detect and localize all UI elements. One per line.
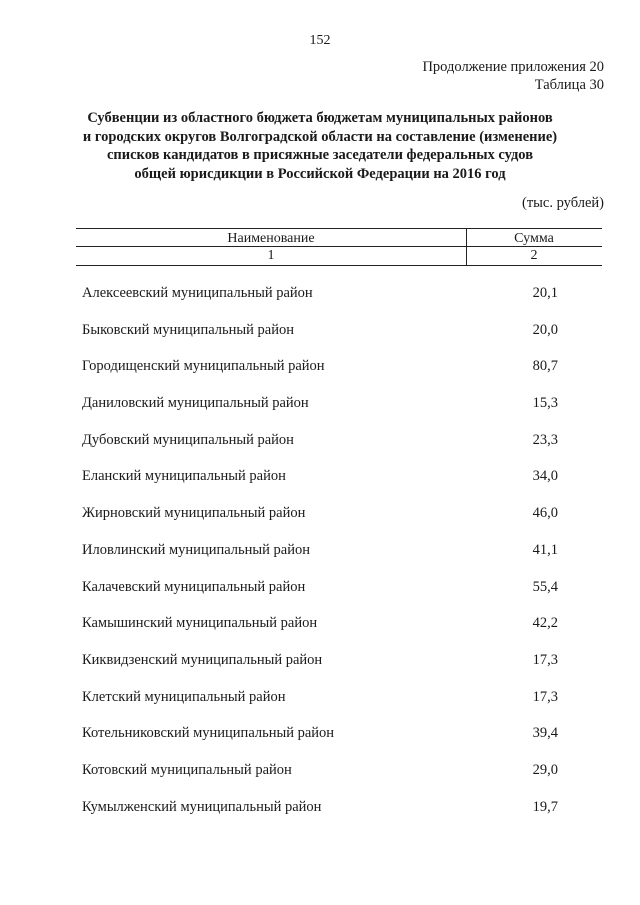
table-row [82,284,602,321]
appendix-note [422,58,604,94]
district-name: Дубовский муниципальный район [82,431,294,448]
header-sum: Сумма [514,231,554,246]
district-name: Кумылженский муниципальный район [82,798,322,815]
district-name: Алексеевский муниципальный район [82,285,313,301]
table-row [82,724,602,761]
district-name: Еланский муниципальный район [82,468,286,485]
district-name: Калачевский муниципальный район [82,578,306,595]
table-header [76,228,602,266]
district-amount: 17,3 [532,651,558,668]
table-row [82,761,602,798]
column-number-2: 2 [530,248,538,263]
table-row [82,541,602,578]
district-amount: 19,7 [532,798,558,815]
district-amount: 17,3 [532,688,558,705]
table-row [82,431,602,468]
district-amount: 80,7 [532,358,558,375]
district-amount: 41,1 [532,541,558,558]
units-note: (тыс. рублей) [522,195,604,211]
district-amount: 55,4 [532,578,558,595]
district-amount: 39,4 [532,725,558,742]
district-name: Котовский муниципальный район [82,761,292,778]
district-name: Камышинский муниципальный район [82,615,318,632]
table-row [82,504,602,541]
district-amount: 42,2 [532,615,558,632]
district-name: Городищенский муниципальный район [82,358,325,375]
title-line: общей юрисдикции в Российской Федерации на 2016 год [134,165,506,182]
table-body [82,284,602,834]
district-name: Киквидзенский муниципальный район [82,651,323,668]
district-name: Жирновский муниципальный район [82,505,306,522]
table-row [82,467,602,504]
district-amount: 15,3 [532,395,558,412]
district-amount: 20,0 [532,321,558,338]
table-row [82,651,602,688]
table-row [82,798,602,835]
table-row [82,688,602,725]
table-row [82,321,602,358]
table-row [82,578,602,615]
page-number: 152 [309,33,331,48]
table-row [82,394,602,431]
district-amount: 34,0 [532,468,558,485]
title-line: Субвенции из областного бюджета бюджетам муниципальных районов [87,110,553,126]
district-amount: 46,0 [532,505,558,522]
district-name: Быковский муниципальный район [82,321,294,338]
district-amount: 20,1 [532,285,558,301]
header-name: Наименование [227,231,315,246]
district-name: Даниловский муниципальный район [82,395,309,412]
district-amount: 23,3 [532,431,558,448]
document-title [40,109,600,183]
appendix-continuation: Продолжение приложения 20 [422,59,604,75]
table-row [82,614,602,651]
district-amount: 29,0 [532,761,558,778]
title-line: и городских округов Волгоградской области на составление (изменение) [82,128,558,145]
column-number-1: 1 [267,248,275,263]
table-label: Таблица 30 [534,77,604,93]
district-name: Иловлинский муниципальный район [82,541,310,558]
district-name: Клетский муниципальный район [82,688,286,705]
district-name: Котельниковский муниципальный район [82,725,335,742]
title-line: списков кандидатов в присяжные заседатели федеральных судов [106,147,534,163]
table-row [82,357,602,394]
